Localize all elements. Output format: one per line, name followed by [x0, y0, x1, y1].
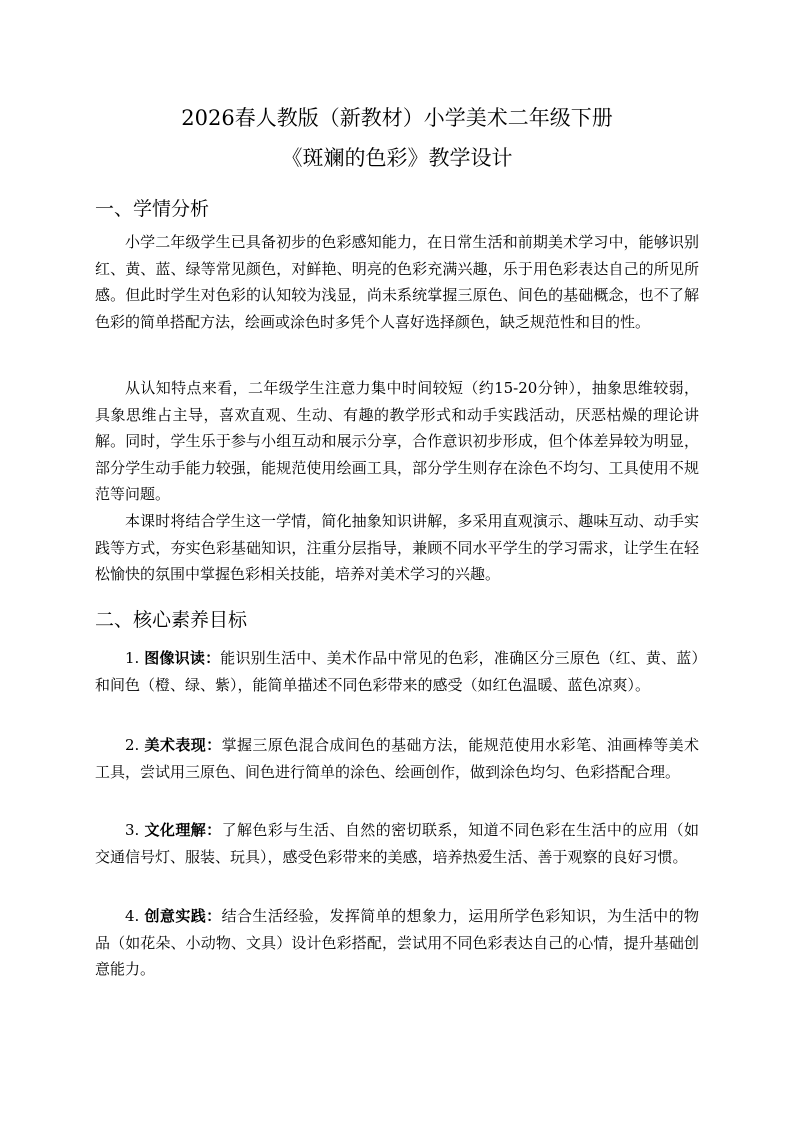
goal-label: 美术表现：: [144, 736, 222, 754]
goal-number: 1.: [125, 649, 140, 667]
section-heading-core-competency-goals: 二、核心素养目标: [95, 609, 248, 631]
goal-text: 能识别生活中、美术作品中常见的色彩，准确区分三原色（红、黄、蓝）和间色（橙、绿、紫），能简单描述不同色彩带来的感受（如红色温暖、蓝色凉爽）。: [95, 649, 699, 694]
paragraph: 从认知特点来看，二年级学生注意力集中时间较短（约15-20分钟），抽象思维较弱，具象思维占主导，喜欢直观、生动、有趣的教学形式和动手实践活动，厌恶枯燥的理论讲解。同时，学生乐于参与小组互动和展示分享，合作意识初步形成，但个体差异较为明显，部分学生动手能力较强，能规范使用绘画工具，部分学生则存在涂色不均匀、工具使用不规范等问题。: [95, 379, 699, 503]
goal-text: 结合生活经验，发挥简单的想象力，运用所学色彩知识，为生活中的物品（如花朵、小动物、文具）设计色彩搭配，尝试用不同色彩表达自己的心情，提升基础创意能力。: [95, 907, 699, 978]
paragraph: 本课时将结合学生这一学情，简化抽象知识讲解，多采用直观演示、趣味互动、动手实践等方式，夯实色彩基础知识，注重分层指导，兼顾不同水平学生的学习需求，让学生在轻松愉快的氛围中掌握色彩相关技能，培养对美术学习的兴趣。: [95, 512, 699, 583]
goal-label: 创意实践：: [144, 907, 222, 925]
goal-label: 文化理解：: [144, 821, 222, 839]
goal-number: 4.: [125, 907, 140, 925]
goal-item: [95, 903, 699, 983]
document-title: 2026春人教版（新教材）小学美术二年级下册: [181, 106, 613, 130]
document-subtitle: 《斑斓的色彩》教学设计: [281, 146, 513, 170]
goal-item: [95, 645, 699, 698]
paragraph: 小学二年级学生已具备初步的色彩感知能力，在日常生活和前期美术学习中，能够识别红、黄、蓝、绿等常见颜色，对鲜艳、明亮的色彩充满兴趣，乐于用色彩表达自己的所见所感。但此时学生对色彩的认知较为浅显，尚未系统掌握三原色、间色的基础概念，也不了解色彩的简单搭配方法，绘画或涂色时多凭个人喜好选择颜色，缺乏规范性和目的性。: [95, 233, 699, 331]
goal-item: [95, 732, 699, 785]
goal-text: 了解色彩与生活、自然的密切联系，知道不同色彩在生活中的应用（如交通信号灯、服装、玩具），感受色彩带来的美感，培养热爱生活、善于观察的良好习惯。: [95, 821, 699, 866]
section-heading-learner-analysis: 一、学情分析: [95, 198, 210, 220]
goal-label: 图像识读：: [144, 649, 221, 667]
goal-number: 2.: [125, 736, 140, 754]
goal-item: [95, 817, 699, 870]
goal-text: 掌握三原色混合成间色的基础方法，能规范使用水彩笔、油画棒等美术工具，尝试用三原色、间色进行简单的涂色、绘画创作，做到涂色均匀、色彩搭配合理。: [95, 736, 699, 781]
goal-number: 3.: [125, 821, 140, 839]
